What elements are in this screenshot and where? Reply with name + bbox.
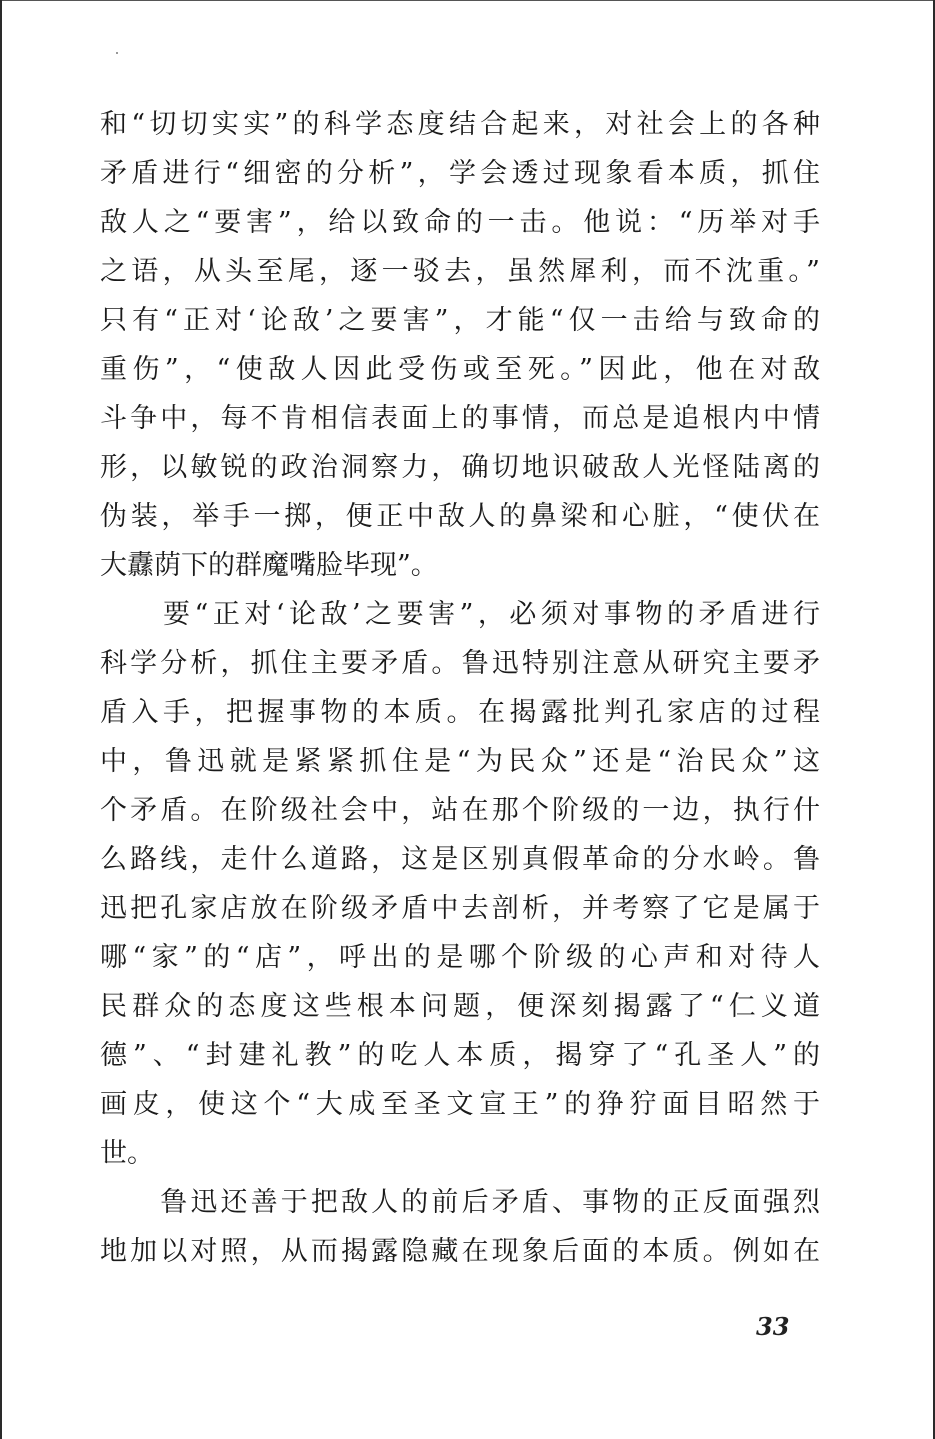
text-line: 要“正对‘论敌’之要害”，必须对事物的矛盾进行	[100, 599, 820, 630]
text-line: 斗争中，每不肯相信表面上的事情，而总是追根内中情	[100, 403, 820, 434]
text-line: 民群众的态度这些根本问题，便深刻揭露了“仁义道	[100, 991, 820, 1022]
text-line: 世。	[100, 1138, 154, 1169]
text-line: 盾入手，把握事物的本质。在揭露批判孔家店的过程	[100, 697, 820, 728]
page-top-edge	[0, 0, 935, 1]
text-line: 敌人之“要害”，给以致命的一击。他说：“历举对手	[100, 207, 820, 238]
text-line: 只有“正对‘论敌’之要害”，才能“仅一击给与致命的	[100, 305, 820, 336]
page-left-edge	[0, 0, 2, 1439]
scan-speck	[116, 52, 118, 54]
text-line: 么路线，走什么道路，这是区别真假革命的分水岭。鲁	[100, 844, 820, 875]
text-line: 鲁迅还善于把敌人的前后矛盾、事物的正反面强烈	[100, 1187, 820, 1218]
body-text	[100, 100, 820, 1276]
text-line: 之语，从头至尾，逐一驳去，虽然犀利，而不沈重。”	[100, 256, 820, 287]
text-line: 迅把孔家店放在阶级矛盾中去剖析，并考察了它是属于	[100, 893, 820, 924]
text-line: 伪装，举手一掷，便正中敌人的鼻梁和心脏，“使伏在	[100, 501, 820, 532]
text-line: 地加以对照，从而揭露隐藏在现象后面的本质。例如在	[100, 1236, 820, 1267]
text-line: 哪“家”的“店”，呼出的是哪个阶级的心声和对待人	[100, 942, 820, 973]
page-number: 33	[756, 1312, 790, 1341]
text-line: 和“切切实实”的科学态度结合起来，对社会上的各种	[100, 109, 820, 140]
text-line: 德”、“封建礼教”的吃人本质，揭穿了“孔圣人”的	[100, 1040, 820, 1071]
text-line: 个矛盾。在阶级社会中，站在那个阶级的一边，执行什	[100, 795, 820, 826]
text-line: 画皮，使这个“大成至圣文宣王”的狰狞面目昭然于	[100, 1089, 820, 1120]
text-line: 中，鲁迅就是紧紧抓住是“为民众”还是“治民众”这	[100, 746, 820, 777]
text-line: 形，以敏锐的政治洞察力，确切地识破敌人光怪陆离的	[100, 452, 820, 483]
text-line: 大纛荫下的群魔嘴脸毕现”。	[100, 550, 438, 581]
text-line: 矛盾进行“细密的分析”，学会透过现象看本质，抓住	[100, 158, 820, 189]
text-line: 重伤”，“使敌人因此受伤或至死。”因此，他在对敌	[100, 354, 820, 385]
text-line: 科学分析，抓住主要矛盾。鲁迅特别注意从研究主要矛	[100, 648, 820, 679]
